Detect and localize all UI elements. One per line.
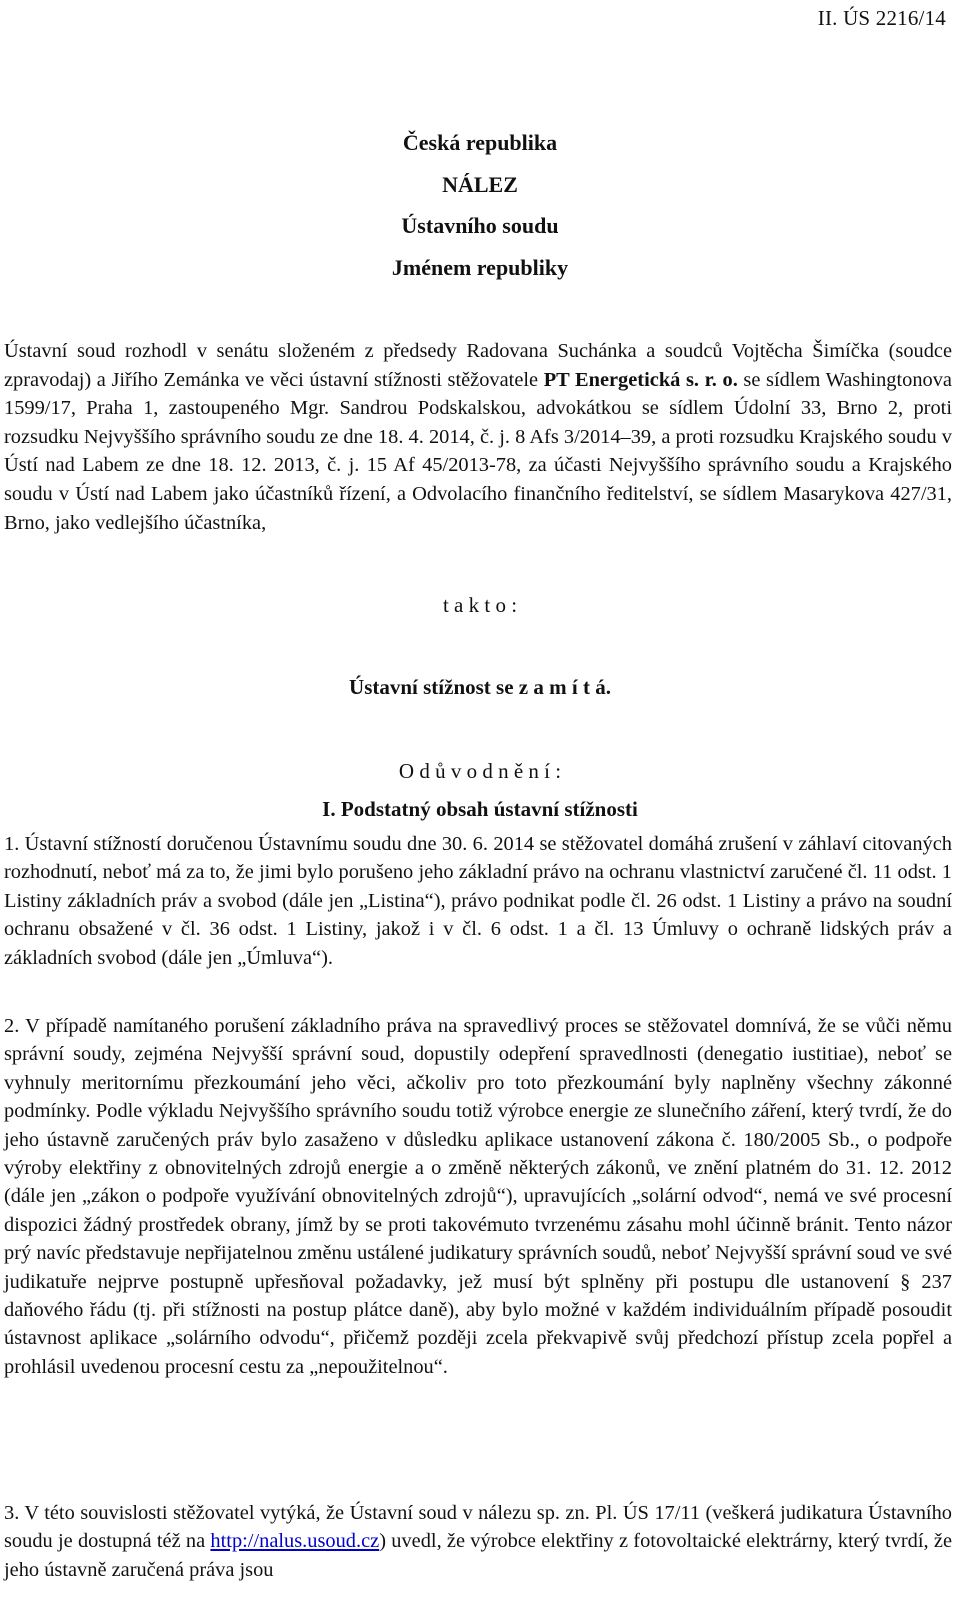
intro-text-1: Ústavní soud rozhodl v senátu složeném z předsedy Radovana Suchánka a soudců Vojtěcha Šimíčka (soudce zpravodaj) a Jiřího Zemánka ve věci ústavní stížnosti stěžovatele bbox=[4, 340, 952, 391]
reasoning-label: O d ů v o d n ě n í : bbox=[398, 759, 562, 783]
verdict-prefix: Ústavní stížnost se bbox=[349, 675, 519, 699]
verdict bbox=[4, 675, 956, 700]
intro-paragraph bbox=[4, 337, 952, 537]
takto-label: t a k t o : bbox=[442, 593, 518, 617]
document-reference: II. ÚS 2216/14 bbox=[817, 6, 946, 30]
paragraph-3-text-b: ) uvedl, že výrobce elektřiny z fotovoltaické elektrárny, který tvrdí, že jeho ústavně zaručená práva jsou bbox=[4, 1530, 952, 1581]
header-court: Ústavního soudu bbox=[401, 213, 559, 238]
header-title: NÁLEZ bbox=[442, 172, 518, 197]
section-title: I. Podstatný obsah ústavní stížnosti bbox=[322, 797, 638, 821]
header-country: Česká republika bbox=[402, 130, 558, 155]
header-republic: Jménem republiky bbox=[391, 255, 569, 280]
paragraph-1: 1. Ústavní stížností doručenou Ústavnímu soudu dne 30. 6. 2014 se stěžovatel domáhá zrušení v záhlaví citovaných rozhodnutí, neboť má za to, že jimi bylo porušeno jeho základní právo na ochranu vlastnictví zaručené čl. 11 odst. 1 Listiny základních práv a svobod (dále jen „Listina“), právo podnikat podle čl. 26 odst. 1 Listiny a právo na soudní ochranu obsažené v čl. 36 odst. 1 Listiny, jakož i v čl. 6 odst. 1 a čl. 13 Úmluvy o ochraně lidských práv a základních svobod (dále jen „Úmluva“). bbox=[4, 833, 952, 969]
paragraph-3-text-a: 3. V této souvislosti stěžovatel vytýká, že Ústavní soud v nálezu sp. zn. Pl. ÚS 17/11 (veškerá judikatura Ústavního soudu je dostupná též na bbox=[4, 1502, 952, 1553]
party-name: PT Energetická s. r. o. bbox=[543, 368, 738, 391]
verdict-spaced: z a m í t á bbox=[518, 675, 606, 699]
paragraph-3 bbox=[4, 1499, 952, 1584]
intro-text-2: se sídlem Washingtonova 1599/17, Praha 1, zastoupeného Mgr. Sandrou Podskalskou, advokátkou se sídlem Údolní 33, Brno 2, proti rozsudku Nejvyššího správního soudu ze dne 18. 4. 2014, č. j. 8 Afs 3/2014–39, a proti rozsudku Krajského soudu v Ústí nad Labem ze dne 18. 12. 2013, č. j. 15 Af 45/2013-78, za účasti Nejvyššího správního soudu a Krajského soudu v Ústí nad Labem jako účastníků řízení, a Odvolacího finančního ředitelství, se sídlem Masarykova 427/31, Brno, jako vedlejšího účastníka, bbox=[4, 368, 952, 534]
nalus-link[interactable]: http://nalus.usoud.cz bbox=[210, 1530, 380, 1553]
paragraph-2: 2. V případě namítaného porušení základního práva na spravedlivý proces se stěžovatel domnívá, že se vůči němu správní soudy, zejména Nejvyšší správní soud, dopustily odepření spravedlnosti (denegatio iustitiae), neboť se vyhnuly meritornímu přezkoumání jeho věci, ačkoliv pro toto přezkoumání byly naplněny všechny zákonné podmínky. Podle výkladu Nejvyššího správního soudu totiž výrobce energie ze slunečního záření, který tvrdí, že do jeho ústavně zaručených práv bylo zasaženo v důsledku aplikace ustanovení zákona č. 180/2005 Sb., o podpoře výroby elektřiny z obnovitelných zdrojů energie a o změně některých zákonů, ve znění platném do 31. 12. 2012 (dále jen „zákon o podpoře využívání obnovitelných zdrojů“), upravujících „solární odvod“, nemá ve své procesní dispozici žádný prostředek obrany, jímž by se proti takovémuto tvrzenému zásahu mohl účinně bránit. Tento názor prý navíc představuje nepřijatelnou změnu ustálené judikatury správních soudů, neboť Nejvyšší správní soud ve své judikatuře nejprve postupně upřesňoval požadavky, jež musí být splněny při postupu dle ustanovení § 237 daňového řádu (tj. při stížnosti na postup plátce daně), aby bylo možné v každém individuálním případě posoudit ústavnost aplikace „solárního odvodu“, přičemž později zcela překvapivě svůj předchozí přístup zcela popřel a prohlásil uvedenou procesní cestu za „nepoužitelnou“. bbox=[4, 1015, 952, 1378]
verdict-suffix: . bbox=[605, 675, 611, 699]
